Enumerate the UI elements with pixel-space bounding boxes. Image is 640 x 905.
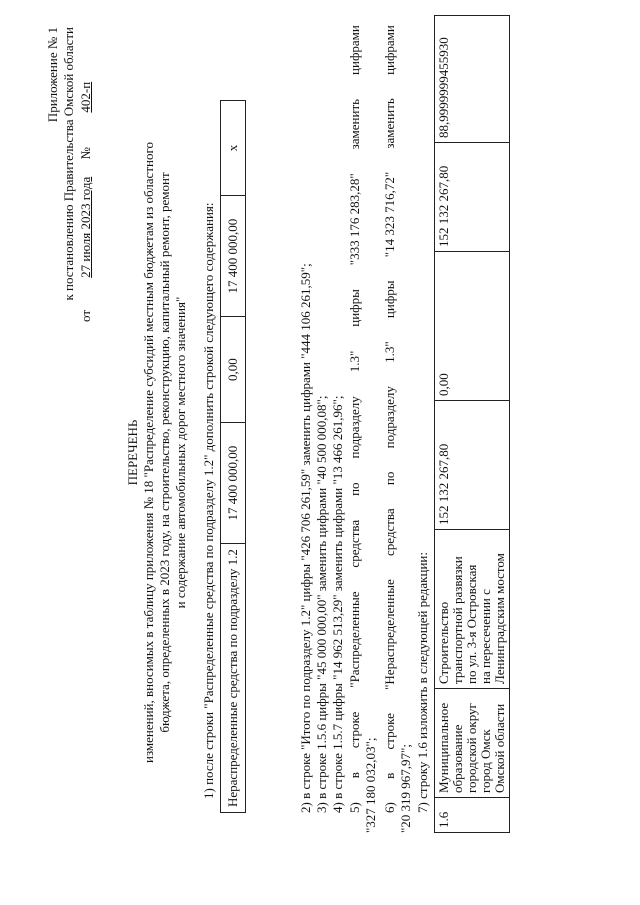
municipality-line: город Омск — [478, 729, 493, 793]
value-cell: 17 400 000,00 — [221, 423, 246, 544]
value-cell: 0,00 — [221, 317, 246, 423]
item-6-word: в — [382, 772, 397, 779]
municipality-line: Омской области — [492, 703, 507, 793]
item-5 — [348, 25, 362, 813]
item-5-word: "Распределенные — [347, 591, 362, 688]
item-5-word: средства — [347, 519, 362, 568]
value-cell: 152 132 267,80 — [435, 143, 510, 252]
page-title: ПЕРЕЧЕНЬ — [125, 419, 140, 486]
item-5-continuation: "327 180 032,03"; — [363, 737, 378, 833]
replacement-row-table — [434, 15, 510, 833]
item-6-word: "14 323 716,72" — [382, 171, 397, 258]
item-6-continuation: "20 319 967,97"; — [398, 744, 413, 833]
item-6-word: по — [382, 471, 397, 486]
project-cell — [435, 530, 510, 689]
item-6-word: цифрами — [382, 25, 397, 75]
title-line-3: и содержание автомобильных дорог местного значения" — [173, 296, 188, 609]
title-line-1: изменений, вносимых в таблицу приложения № 18 "Распределение субсидий местным бюджетам из областного — [141, 142, 156, 763]
item-6-word: подразделу — [382, 386, 397, 449]
row-label-cell: Нераспределенные средства по подразделу 1.2 — [221, 544, 246, 813]
item-5-word: "333 176 283,28" — [347, 173, 362, 266]
municipality-cell — [435, 689, 510, 798]
value-cell: 152 132 267,80 — [435, 401, 510, 530]
item-6-word: средства — [382, 508, 397, 557]
municipality-line: Муниципальное — [436, 702, 451, 793]
item-4: 4) в строке 1.5.7 цифры "14 962 513,29" заменить цифрами "13 466 261,96"; — [330, 395, 345, 813]
item-5-word: строке — [347, 711, 362, 749]
project-line: на пересечении с — [478, 589, 493, 684]
date-prefix: от — [78, 309, 93, 322]
item-3: 3) в строке 1.5.6 цифры "45 000 000,00" заменить цифрами "40 500 000,08"; — [314, 395, 329, 813]
inserted-row-table — [220, 100, 246, 813]
item-6-word: цифры — [382, 280, 397, 319]
item-5-word: 5) — [347, 802, 362, 813]
project-line: по ул. 3-я Островская — [464, 564, 479, 684]
value-cell: x — [221, 101, 246, 196]
item-5-word: заменить — [347, 98, 362, 150]
item-1: 1) после строки "Распределенные средства по подразделу 1.2" дополнить строкой следующего содержания: — [201, 202, 216, 799]
item-5-word: 1.3" — [347, 350, 362, 373]
decree-number: 402-п — [78, 81, 93, 113]
municipality-line: образование — [450, 724, 465, 793]
item-6-word: "Нераспределенные — [382, 579, 397, 690]
table-row — [435, 16, 510, 833]
table-row — [221, 101, 246, 813]
item-5-word: в — [347, 772, 362, 779]
decree-date-line — [79, 26, 93, 322]
item-5-word: подразделу — [347, 396, 362, 459]
value-cell: 17 400 000,00 — [221, 196, 246, 317]
project-line: Строительство — [436, 601, 451, 684]
item-5-word: по — [347, 482, 362, 496]
item-5-word: цифрами — [347, 25, 362, 75]
decree-line: к постановлению Правительства Омской области — [61, 27, 76, 301]
item-5-word: цифры — [347, 289, 362, 327]
item-6-word: 6) — [382, 802, 397, 813]
appendix-label: Приложение № 1 — [45, 27, 60, 123]
number-sign: № — [78, 147, 93, 160]
item-6-word: строке — [382, 713, 397, 750]
title-line-2: бюджета, определенных в 2023 году, на строительство, реконструкцию, капитальный ремонт, ремонт — [157, 172, 172, 733]
item-6-word: 1.3" — [382, 341, 397, 363]
row-number-cell: 1.6 — [435, 798, 510, 833]
value-cell: 0,00 — [435, 252, 510, 401]
item-2: 2) в строке "Итого по подразделу 1.2" цифры "426 706 261,59" заменить цифрами "444 106 261,59"; — [298, 263, 313, 813]
item-6 — [383, 25, 397, 813]
item-6-word: заменить — [382, 98, 397, 149]
value-cell: 88,9999999455930 — [435, 16, 510, 143]
project-line: Ленинградским мостом — [492, 553, 507, 684]
municipality-line: городской округ — [464, 703, 479, 793]
item-7: 7) строку 1.6 изложить в следующей редакции: — [415, 552, 430, 813]
project-line: транспортной развязки — [450, 556, 465, 684]
decree-date: 27 июля 2023 года — [78, 176, 93, 278]
